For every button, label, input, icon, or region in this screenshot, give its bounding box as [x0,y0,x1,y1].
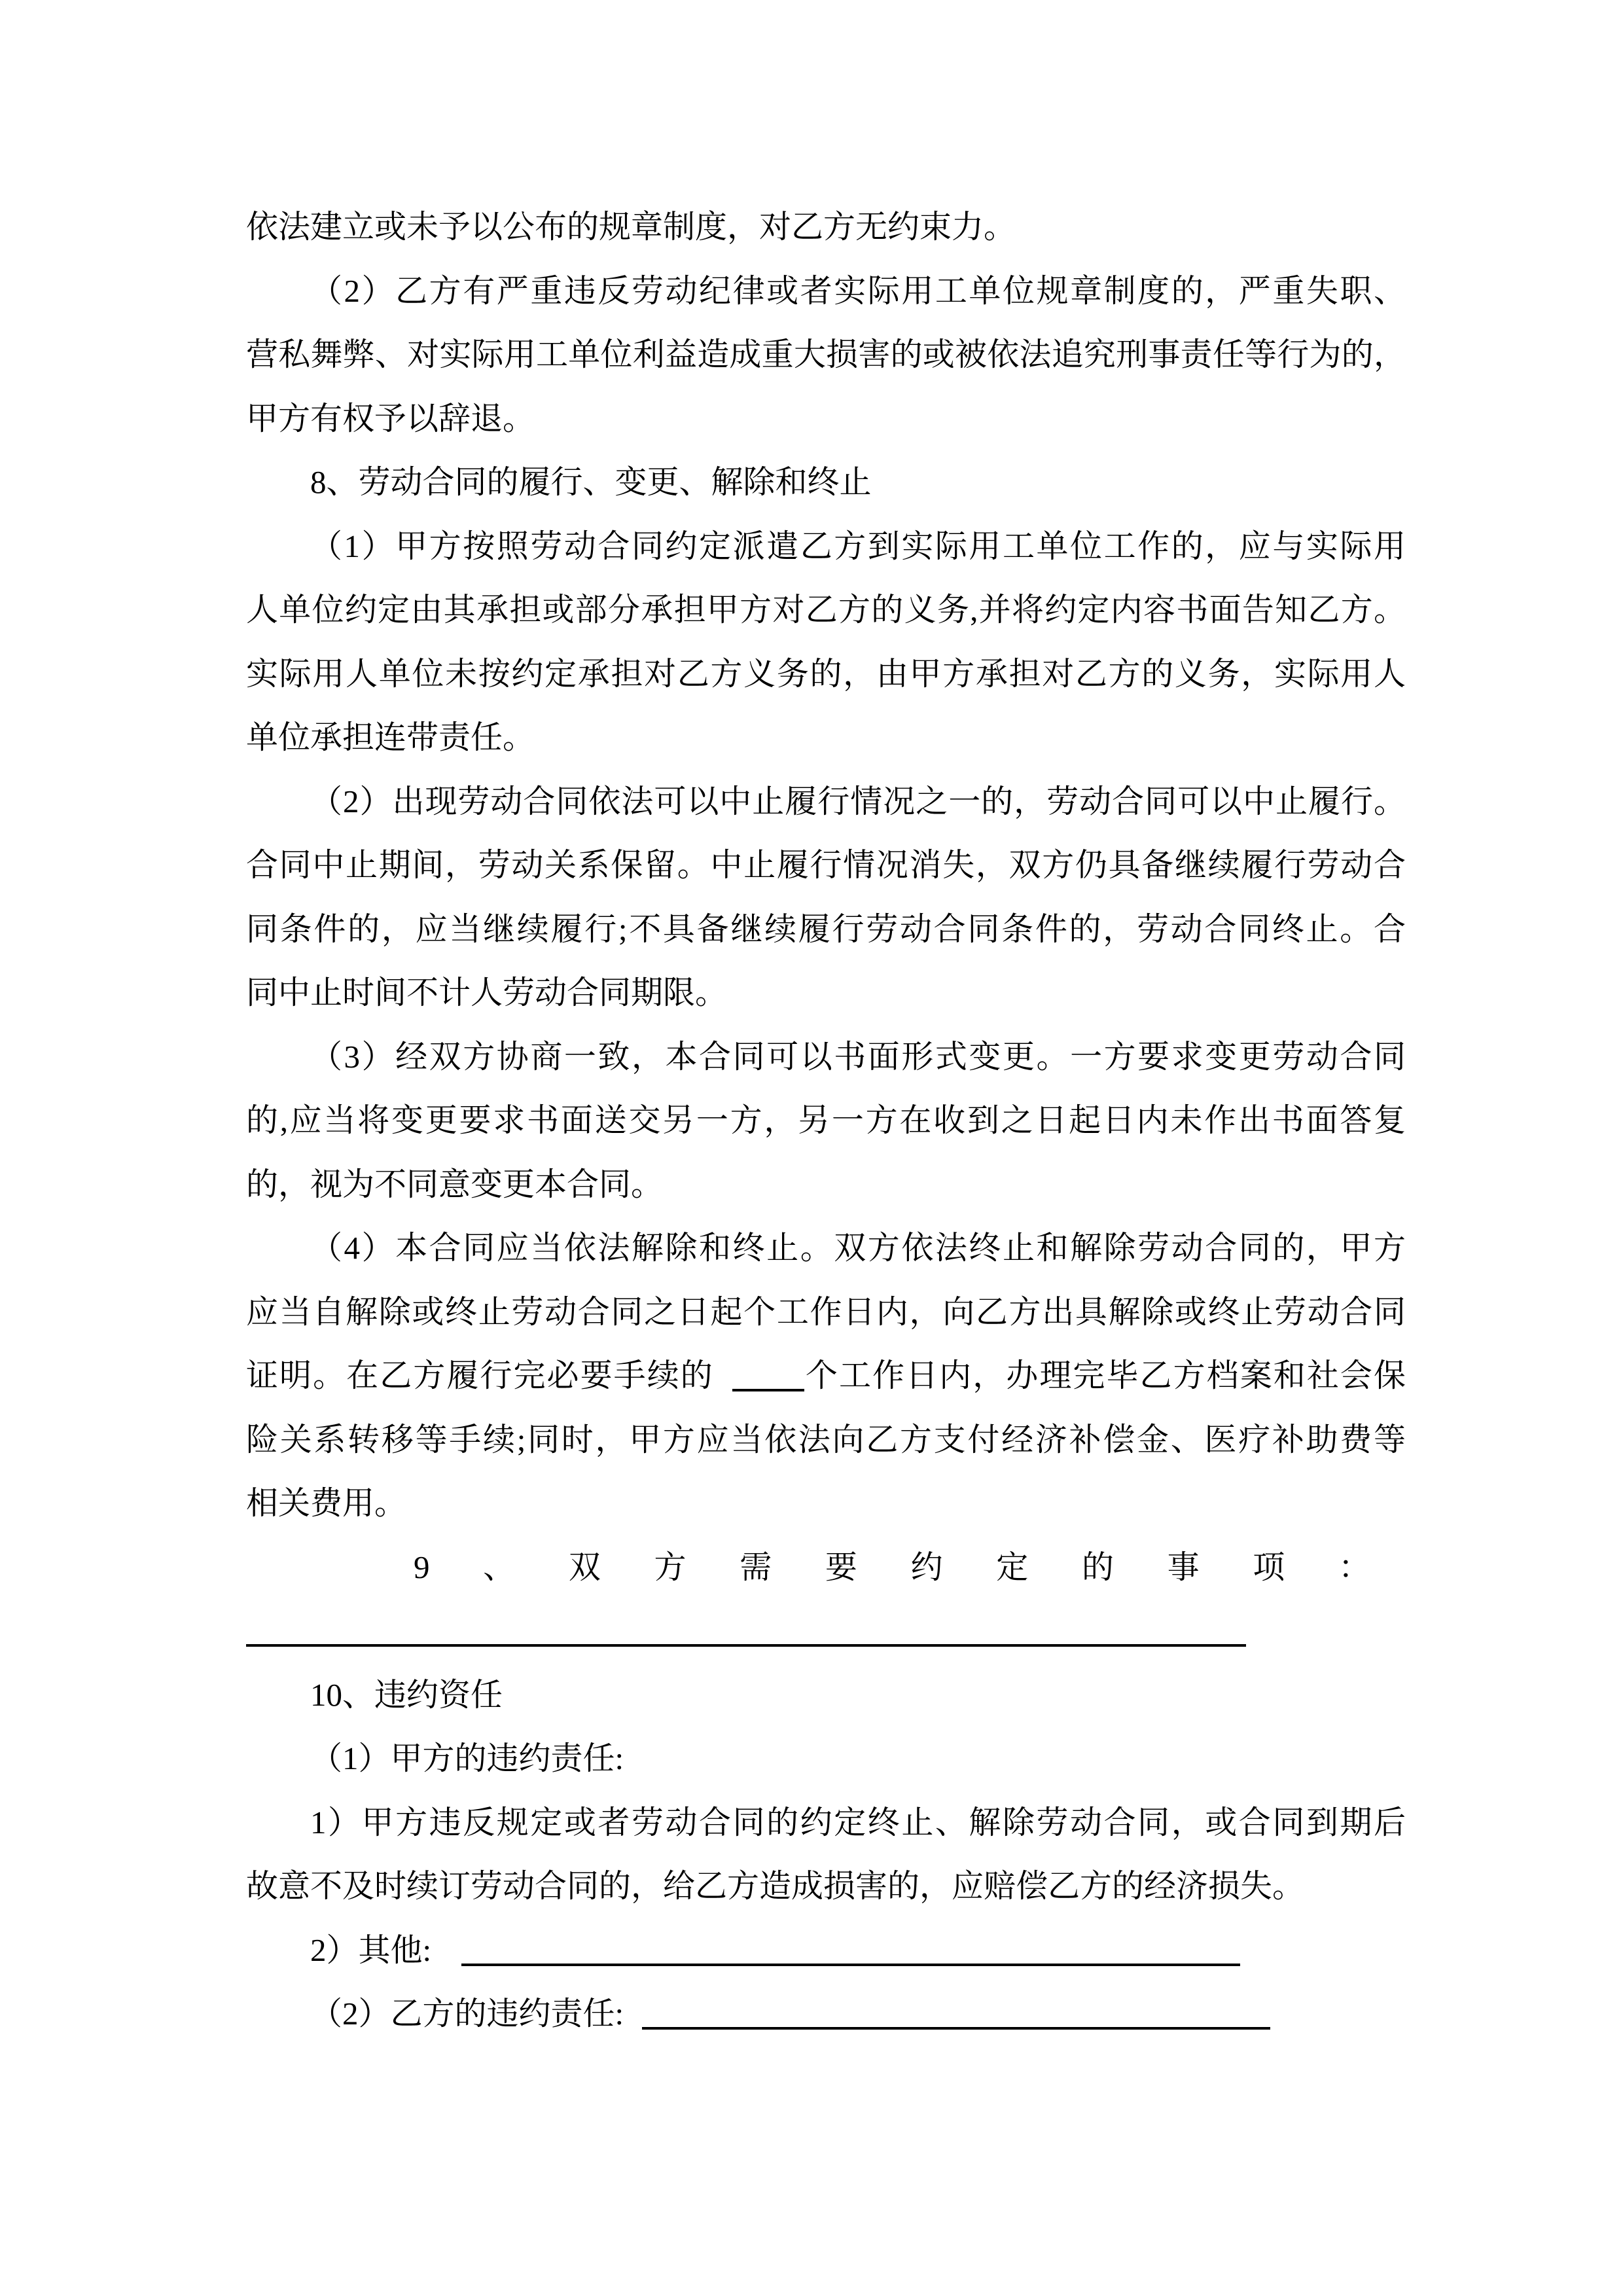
document-line: 应当自解除或终止劳动合同之日起个工作日内，向乙方出具解除或终止劳动合同 [246,1293,1406,1330]
agreed-items-blank-line[interactable] [246,1618,1246,1647]
document-line: 的,应当将变更要求书面送交另一方，另一方在收到之日起日内未作出书面答复 [246,1102,1406,1138]
document-line: 同条件的，应当继续履行;不具备继续履行劳动合同条件的，劳动合同终止。合 [246,910,1406,947]
document-line: 同中止时间不计人劳动合同期限。 [246,975,728,1011]
document-line: 营私舞弊、对实际用工单位利益造成重大损害的或被依法追究刑事责任等行为的， [246,336,1406,372]
line-text: （2）乙方的违约责任: [310,1996,624,2032]
document-line [246,1599,1406,1663]
document-line: 合同中止期间，劳动关系保留。中止履行情况消失，双方仍具备继续履行劳动合 [246,847,1406,883]
document-line: 人单位约定由其承担或部分承担甲方对乙方的义务,并将约定内容书面告知乙方。 [246,592,1406,628]
fill-in-blank-workdays[interactable] [732,1363,804,1391]
other-liability-blank[interactable] [461,1937,1240,1966]
document-line: 单位承担连带责任。 [246,719,535,755]
document-line: （1）甲方按照劳动合同约定派遣乙方到实际用工单位工作的，应与实际用 [310,528,1406,564]
document-line: （2）出现劳动合同依法可以中止履行情况之一的，劳动合同可以中止履行。 [310,783,1406,819]
line-text: 个工作日内，办理完毕乙方档案和社会保 [804,1357,1406,1393]
document-line: 相关费用。 [246,1485,407,1521]
document-line [246,1918,1406,1982]
document-line: 依法建立或未予以公布的规章制度，对乙方无约束力。 [246,209,1016,245]
document-line [246,1344,1406,1408]
document-line: 故意不及时续订劳动合同的，给乙方造成损害的，应赔偿乙方的经济损失。 [246,1868,1305,1904]
section-9-heading: 9、双方需要约定的事项： [414,1549,1370,1585]
line-text: 证明。在乙方履行完必要手续的 [246,1357,714,1393]
document-line [246,1982,1406,2046]
document-line: 的，视为不同意变更本合同。 [246,1166,664,1202]
document-line: 1）甲方违反规定或者劳动合同的约定终止、解除劳动合同，或合同到期后 [310,1804,1406,1840]
document-line: 险关系转移等手续;同时，甲方应当依法向乙方支付经济补偿金、医疗补助费等 [246,1421,1406,1458]
document-line: 甲方有权予以辞退。 [246,400,535,437]
line-text: 2）其他: [310,1931,432,1968]
document-line: （4）本合同应当依法解除和终止。双方依法终止和解除劳动合同的，甲方 [310,1230,1406,1266]
section-10-heading: 10、违约资任 [310,1676,503,1713]
document-line: （2）乙方有严重违反劳动纪律或者实际用工单位规章制度的，严重失职、 [310,272,1406,309]
document-line: （1）甲方的违约责任: [310,1740,624,1776]
document-line: （3）经双方协商一致，本合同可以书面形式变更。一方要求变更劳动合同 [310,1038,1406,1075]
contract-body [246,195,1406,2046]
document-line: 实际用人单位未按约定承担对乙方义务的，由甲方承担对乙方的义务，实际用人 [246,655,1406,692]
section-8-heading: 8、劳动合同的履行、变更、解除和终止 [310,464,872,500]
party-b-liability-blank[interactable] [642,2001,1270,2030]
